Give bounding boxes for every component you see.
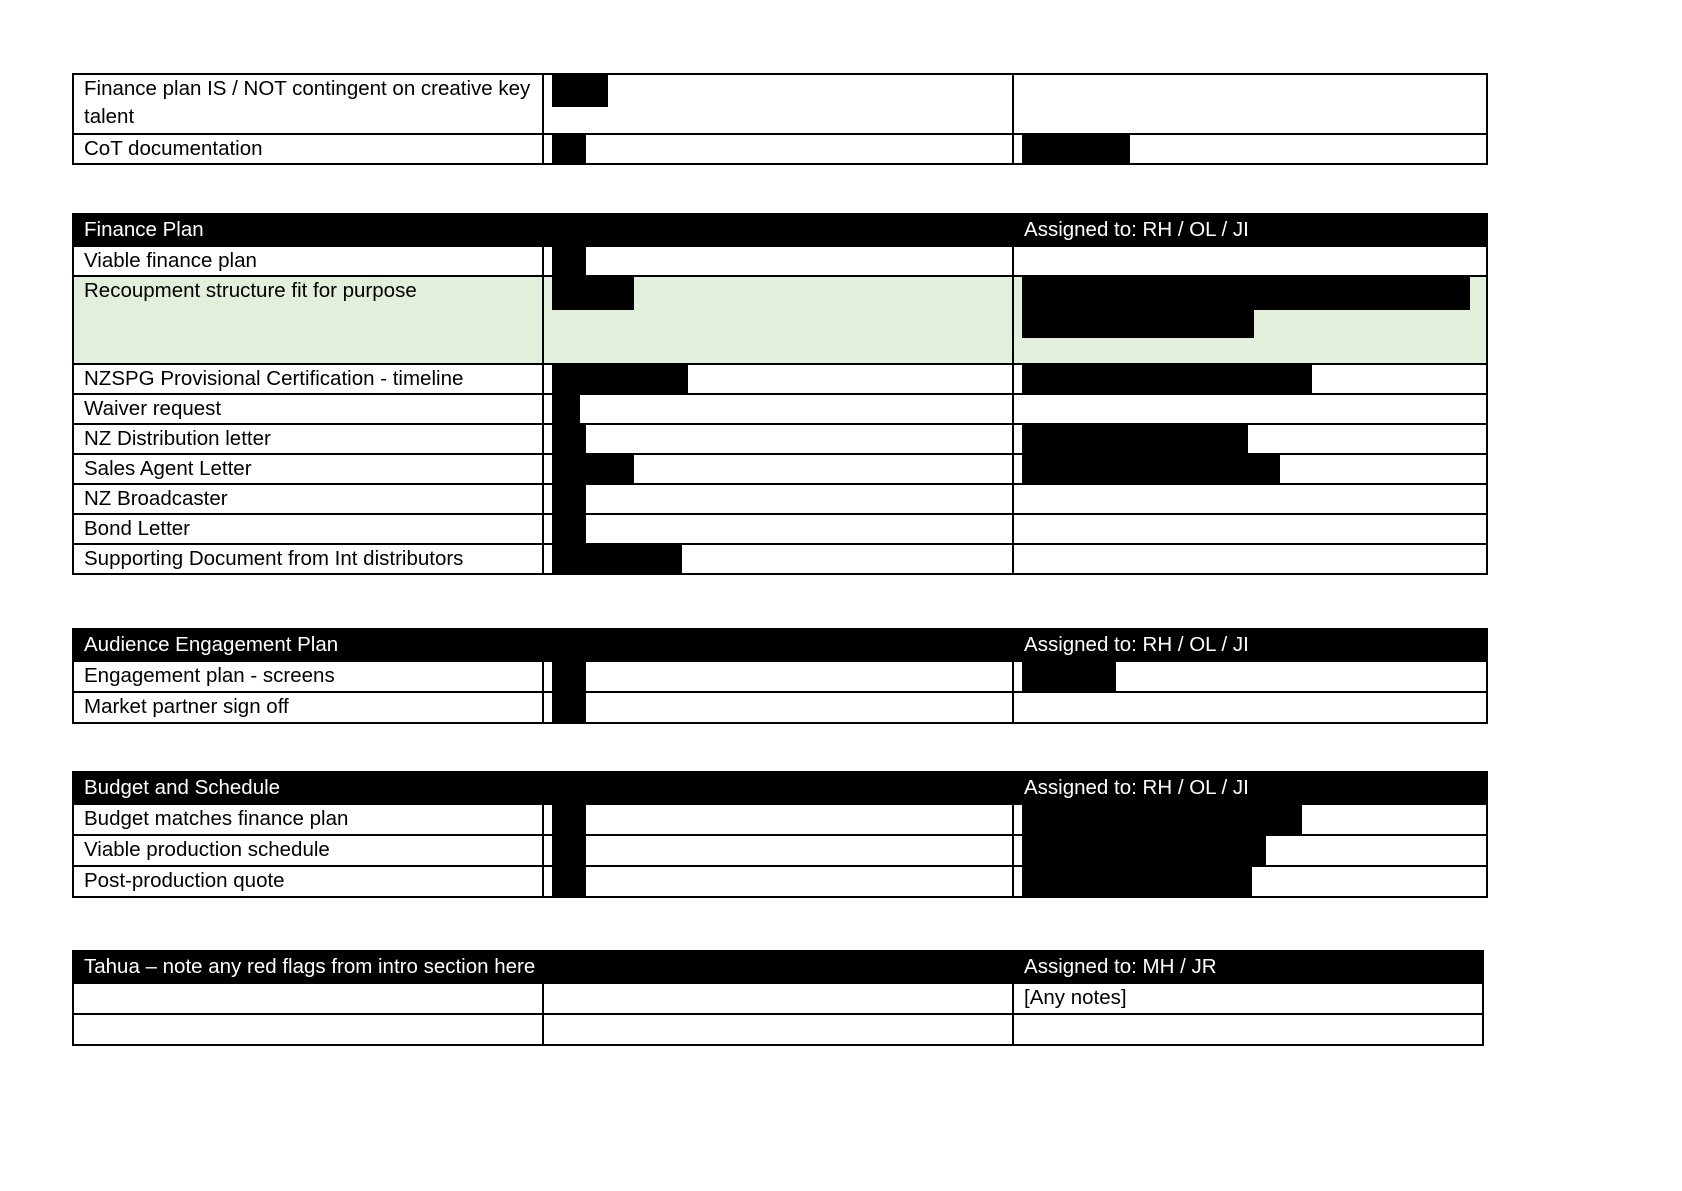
assigned-label: Assigned to: MH / JR [1013, 951, 1483, 983]
intro-table [72, 73, 1488, 165]
notes-cell [1013, 246, 1487, 276]
table-row [73, 454, 1487, 484]
redaction-block [552, 247, 586, 276]
table-row [73, 246, 1487, 276]
notes-cell [1013, 134, 1487, 164]
notes-cell [1013, 661, 1487, 692]
section-header [73, 772, 1487, 804]
row-label: Budget matches finance plan [73, 804, 543, 835]
table-row [73, 866, 1487, 897]
empty-cell [73, 983, 543, 1014]
empty-cell [543, 983, 1013, 1014]
redaction-block [552, 75, 608, 107]
redaction-block [1022, 308, 1254, 338]
notes-cell [1013, 692, 1487, 723]
status-cell [543, 544, 1013, 574]
table-row [73, 1014, 1483, 1045]
empty-cell [543, 1014, 1013, 1045]
row-label: Bond Letter [73, 514, 543, 544]
redaction-block [552, 836, 586, 866]
table-row [73, 514, 1487, 544]
row-label: Viable finance plan [73, 246, 543, 276]
table-row [73, 134, 1487, 164]
redaction-block [1022, 277, 1470, 310]
table-row [73, 661, 1487, 692]
row-label: NZ Distribution letter [73, 424, 543, 454]
notes-cell [1013, 835, 1487, 866]
redaction-block [552, 867, 586, 897]
table-row [73, 835, 1487, 866]
notes-cell [1013, 866, 1487, 897]
status-cell [543, 835, 1013, 866]
redaction-block [1022, 836, 1266, 866]
row-label: Waiver request [73, 394, 543, 424]
status-cell [543, 276, 1013, 364]
redaction-block [1022, 867, 1252, 897]
table-row [73, 692, 1487, 723]
table-row [73, 544, 1487, 574]
section-title: Audience Engagement Plan [73, 629, 1013, 661]
status-cell [543, 484, 1013, 514]
notes-cell [1013, 394, 1487, 424]
section-header [73, 629, 1487, 661]
status-cell [543, 394, 1013, 424]
status-cell [543, 692, 1013, 723]
redaction-block [552, 545, 682, 574]
row-label: Market partner sign off [73, 692, 543, 723]
row-label: Supporting Document from Int distributors [73, 544, 543, 574]
status-cell [543, 454, 1013, 484]
status-cell [543, 661, 1013, 692]
status-cell [543, 424, 1013, 454]
redaction-block [552, 805, 586, 835]
notes-cell [1013, 74, 1487, 134]
row-label: Recoupment structure fit for purpose [73, 276, 543, 364]
table-row [73, 424, 1487, 454]
notes-cell [1013, 484, 1487, 514]
empty-cell [73, 1014, 543, 1045]
table-row [73, 394, 1487, 424]
redaction-block [552, 365, 688, 394]
status-cell [543, 866, 1013, 897]
redaction-block [1022, 135, 1130, 164]
row-label: Post-production quote [73, 866, 543, 897]
redaction-block [552, 135, 586, 164]
section-header [73, 214, 1487, 246]
status-cell [543, 514, 1013, 544]
tahua-table [72, 950, 1484, 1046]
status-cell [543, 246, 1013, 276]
row-label: CoT documentation [73, 134, 543, 164]
table-row [73, 276, 1487, 364]
status-cell [543, 74, 1013, 134]
budget-schedule-table [72, 771, 1488, 898]
notes-cell [1013, 514, 1487, 544]
assigned-label: Assigned to: RH / OL / JI [1013, 214, 1487, 246]
redaction-block [1022, 425, 1248, 454]
redaction-block [552, 485, 586, 514]
redaction-block [552, 693, 586, 723]
row-label: NZ Broadcaster [73, 484, 543, 514]
row-label: Viable production schedule [73, 835, 543, 866]
empty-cell [1013, 1014, 1483, 1045]
table-row [73, 983, 1483, 1014]
audience-plan-table [72, 628, 1488, 724]
redaction-block [1022, 365, 1312, 394]
status-cell [543, 134, 1013, 164]
redaction-block [552, 425, 586, 454]
notes-cell [1013, 276, 1487, 364]
row-label: Finance plan IS / NOT contingent on creative key talent [73, 74, 543, 134]
redaction-block [1022, 455, 1280, 484]
redaction-block [552, 395, 580, 424]
row-label: Engagement plan - screens [73, 661, 543, 692]
status-cell [543, 364, 1013, 394]
table-row [73, 484, 1487, 514]
section-title: Budget and Schedule [73, 772, 1013, 804]
finance-plan-table [72, 213, 1488, 575]
section-header [73, 951, 1483, 983]
table-row [73, 74, 1487, 134]
notes-cell [1013, 364, 1487, 394]
redaction-block [552, 662, 586, 692]
row-label: NZSPG Provisional Certification - timeline [73, 364, 543, 394]
redaction-block [552, 515, 586, 544]
notes-cell [1013, 454, 1487, 484]
assigned-label: Assigned to: RH / OL / JI [1013, 629, 1487, 661]
section-title: Tahua – note any red flags from intro section here [73, 951, 1013, 983]
row-label: Sales Agent Letter [73, 454, 543, 484]
section-title: Finance Plan [73, 214, 1013, 246]
table-row [73, 804, 1487, 835]
status-cell [543, 804, 1013, 835]
notes-cell [1013, 424, 1487, 454]
notes-cell: [Any notes] [1013, 983, 1483, 1014]
redaction-block [552, 277, 634, 310]
notes-cell [1013, 804, 1487, 835]
redaction-block [552, 455, 634, 484]
redaction-block [1022, 805, 1302, 835]
notes-cell [1013, 544, 1487, 574]
redaction-block [1022, 662, 1116, 692]
assigned-label: Assigned to: RH / OL / JI [1013, 772, 1487, 804]
table-row [73, 364, 1487, 394]
